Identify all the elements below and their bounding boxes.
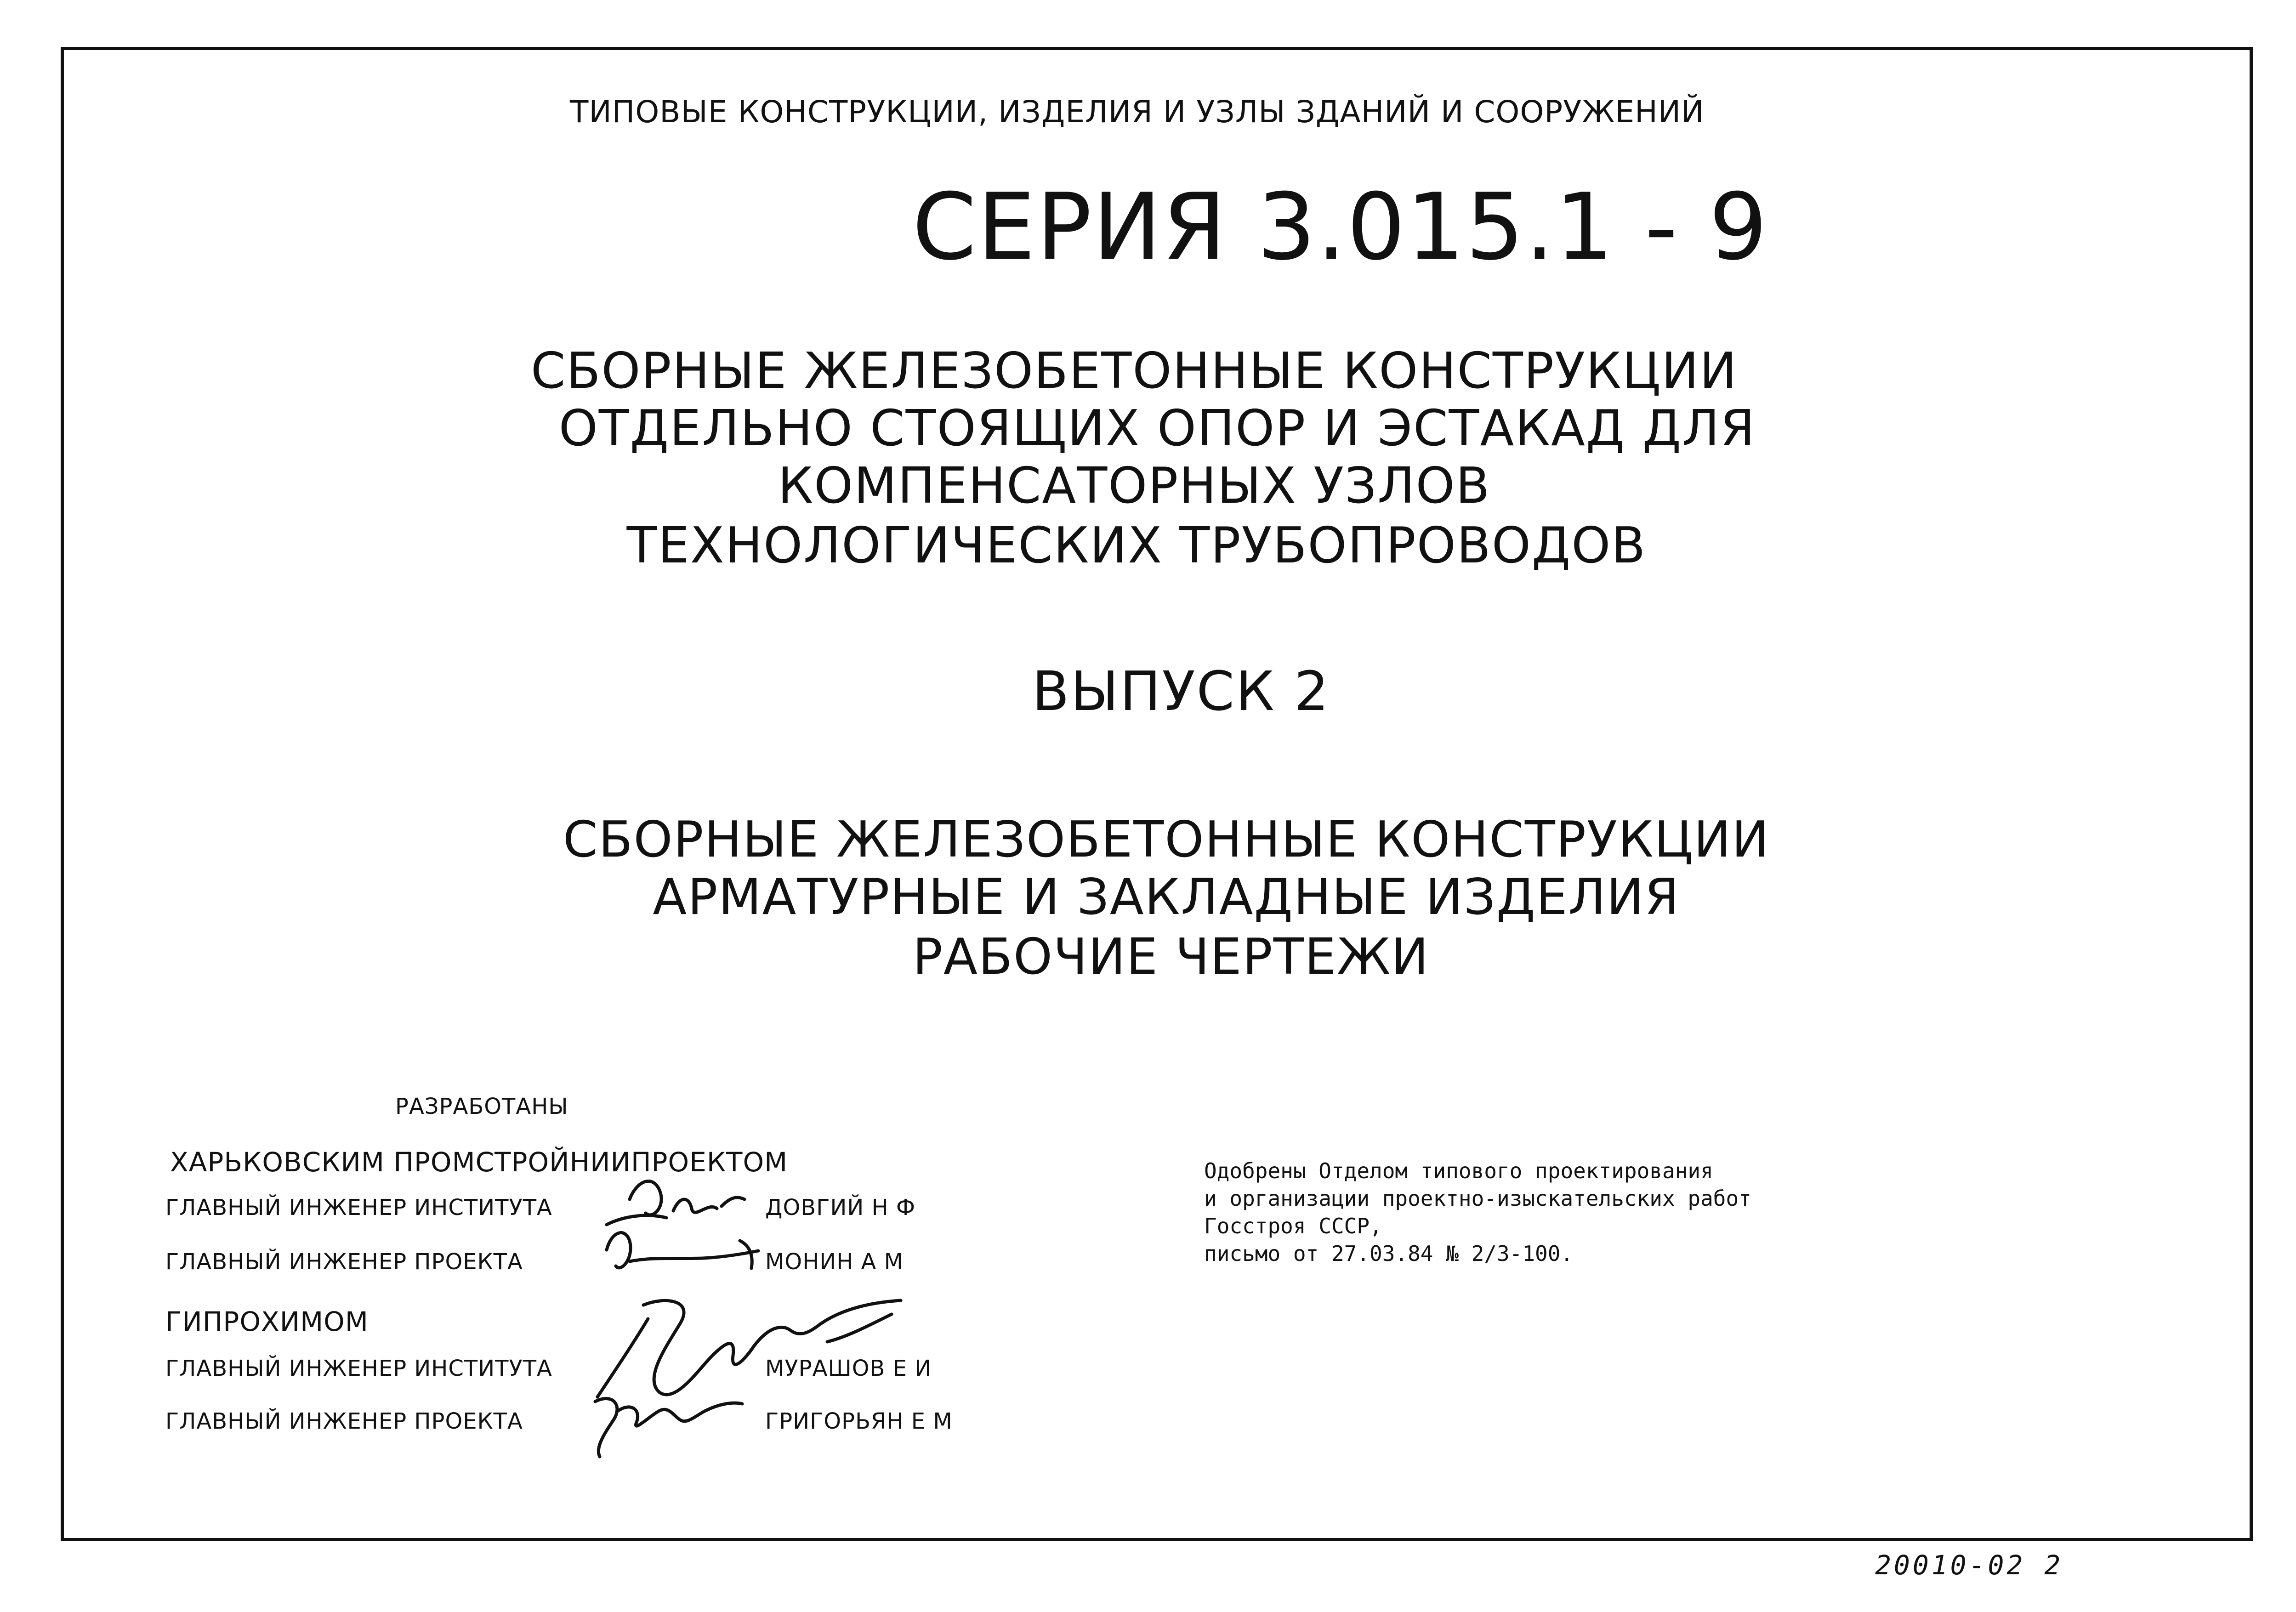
document-stamp-number: 20010-02 2 [1875, 1550, 2063, 1581]
organization-giprokhim: ГИПРОХИМОМ [165, 1306, 369, 1337]
release-label: ВЫПУСК 2 [1032, 659, 1330, 723]
signer-name: МОНИН А М [765, 1249, 904, 1275]
series-title: СЕРИЯ 3.015.1 - 9 [912, 174, 1768, 281]
organization-kharkov: ХАРЬКОВСКИМ ПРОМСТРОЙНИИПРОЕКТОМ [170, 1147, 788, 1178]
developed-by-label: РАЗРАБОТАНЫ [395, 1094, 568, 1119]
signer-name: ДОВГИЙ Н Ф [765, 1195, 916, 1220]
signer-role: ГЛАВНЫЙ ИНЖЕНЕР ИНСТИТУТА [165, 1356, 552, 1381]
document-header: ТИПОВЫЕ КОНСТРУКЦИИ, ИЗДЕЛИЯ И УЗЛЫ ЗДАНИЙ И СООРУЖЕНИЙ [570, 94, 1705, 130]
approval-line: Госстроя СССР, [1204, 1214, 1382, 1238]
subtitle-line: РАБОЧИЕ ЧЕРТЕЖИ [912, 928, 1430, 986]
subtitle-line: АРМАТУРНЫЕ И ЗАКЛАДНЫЕ ИЗДЕЛИЯ [653, 868, 1680, 926]
signer-role: ГЛАВНЫЙ ИНЖЕНЕР ПРОЕКТА [165, 1249, 523, 1275]
title-line: ОТДЕЛЬНО СТОЯЩИХ ОПОР И ЭСТАКАД ДЛЯ [558, 400, 1756, 457]
signer-role: ГЛАВНЫЙ ИНЖЕНЕР ИНСТИТУТА [165, 1195, 552, 1220]
title-line: СБОРНЫЕ ЖЕЛЕЗОБЕТОННЫЕ КОНСТРУКЦИИ [531, 342, 1738, 400]
approval-note [1204, 1157, 1751, 1267]
signature-4 [581, 1383, 747, 1461]
title-line: КОМПЕНСАТОРНЫХ УЗЛОВ [778, 457, 1491, 515]
signer-role: ГЛАВНЫЙ ИНЖЕНЕР ПРОЕКТА [165, 1408, 523, 1434]
signer-name: МУРАШОВ Е И [765, 1356, 932, 1381]
subtitle-line: СБОРНЫЕ ЖЕЛЕЗОБЕТОННЫЕ КОНСТРУКЦИИ [563, 811, 1770, 868]
title-line: ТЕХНОЛОГИЧЕСКИХ ТРУБОПРОВОДОВ [626, 517, 1647, 574]
signer-name: ГРИГОРЬЯН Е М [765, 1408, 953, 1434]
approval-line: и организации проектно-изыскательских работ [1204, 1186, 1751, 1211]
approval-line: Одобрены Отделом типового проектирования [1204, 1158, 1713, 1183]
approval-line: письмо от 27.03.84 № 2/3-100. [1204, 1241, 1574, 1266]
signature-2 [602, 1222, 767, 1277]
